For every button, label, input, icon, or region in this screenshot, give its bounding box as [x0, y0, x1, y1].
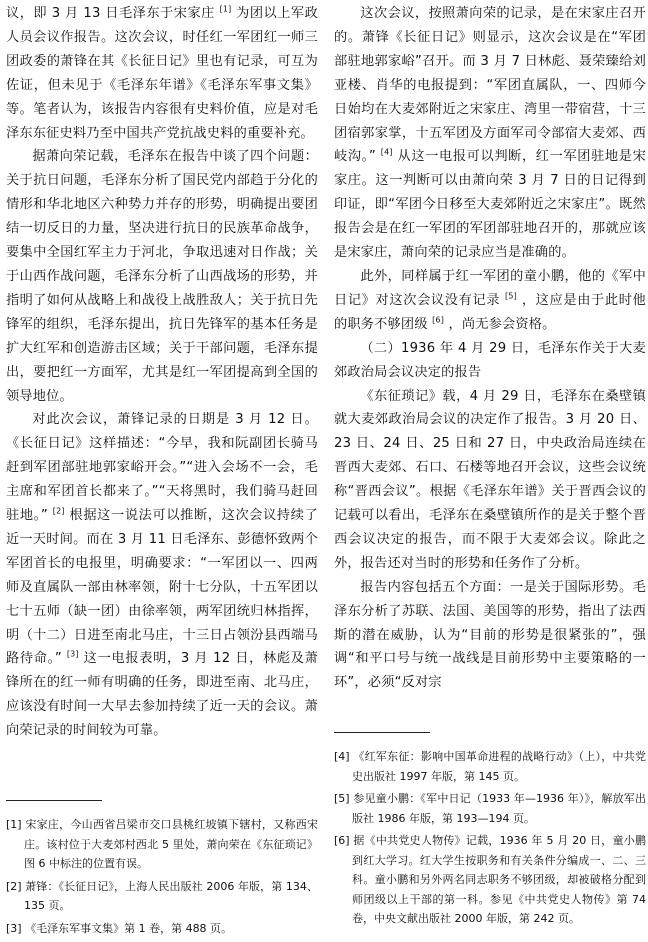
footnote-1: [1] 宋家庄，今山西省吕梁市交口县桃红坡镇下辖村，又称西宋庄。该村位于大麦郊村西北 5 里处，萧向荣在《东征琐记》图 6 中标注的位置有误。	[6, 818, 318, 870]
left-paragraph-1	[6, 2, 318, 145]
right-column	[334, 2, 646, 695]
paragraph-text: 议，即 3 月 13 日毛泽东于宋家庄	[6, 6, 220, 21]
footnote-rule-right	[334, 732, 430, 733]
paragraph-text: 报告内容包括五个方面：一是关于国际形势。毛泽东分析了苏联、法国、美国等的形势，指出了法西斯的潜在威胁，认为“目前的形势是很紧张的”，强调“和平口号与统一战线是目前形势中主要策略的一环”，必须“反对宗	[334, 579, 646, 691]
footnote-rule	[6, 800, 102, 801]
paragraph-text: 据萧向荣记载，毛泽东在报告中谈了四个问题：关于抗日问题，毛泽东分析了国民党内部趋于分化的情形和华北地区六种势力并存的形势，明确提出要团结一切反日的力量，坚决进行抗日的民族革命战争，要集中全国红军主力于河北，争取迅速对日作战；关于山西作战问题，毛泽东分析了山西战场的形势，并指明了如何从战略上和战役上战胜敌人；关于抗日先锋军的组织，毛泽东提出，抗日先锋军的基本任务是扩大红军和创造游击区域；关于干部问题，毛泽东提出，要把红一方面军，尤其是红一军团提高到全国的领导地位。	[6, 149, 318, 404]
footnotes-left	[6, 800, 318, 941]
paragraph-text: ，尚无参会资格。	[444, 316, 556, 332]
paragraph-text: 此外，同样属于红一军团的童小鹏，他的《军中日记》对这次会议没有记录	[334, 268, 646, 308]
citation-mark: [4]	[380, 148, 393, 158]
paragraph-text: ，这应是由于此时他的职务不够团级	[334, 292, 646, 332]
right-paragraph-5	[334, 576, 646, 696]
citation-mark: [3]	[66, 650, 79, 660]
right-paragraph-1	[334, 2, 646, 265]
paragraph-text: （二）1936 年 4 月 29 日，毛泽东作关于大麦郊政治局会议决定的报告	[334, 340, 646, 380]
paragraph-text: 这次会议，按照萧向荣的记录，是在宋家庄召开的。萧锋《长征日记》则显示，这次会议是在“军团部驻地郭家峪”召开。而 3 月 7 日林彪、聂荣臻给刘亚楼、肖华的电报提到：“军团直属队，一、四师今日始均在大麦郊附近之宋家庄、湾里一带宿营，十三团宿郭家掌，十五军团及方面军司令部宿大麦郊、西岐沟。”	[334, 6, 646, 165]
footnotes-right	[334, 732, 646, 932]
citation-mark: [2]	[52, 506, 65, 516]
right-paragraph-2	[334, 265, 646, 337]
paragraph-text: 对此次会议，萧锋记录的日期是 3 月 12 日。《长征日记》这样描述：“今早，我和阮副团长骑马赶到军团部驻地郭家峪开会。”“进入会场不一会，毛主席和军团首长都来了。”“天将黑时，我们骑马赶回驻地。”	[6, 412, 318, 524]
paragraph-text: 根据这一说法可以推断，这次会议持续了近一天时间。而在 3 月 11 日毛泽东、彭德怀致两个军团首长的电报里，明确要求：“一军团以一、四两师及直属队一部由林率领，附十七分队，十五军团以七十五师（缺一团）由徐率领，两军团统归林指挥，明（十二）日进至南北马庄，十三日占领汾县西端马路待命。”	[6, 508, 318, 667]
footnote-4: [4] 《红军东征：影响中国革命进程的战略行动》（上），中共党史出版社 1997 年版，第 145 页。	[334, 750, 646, 783]
citation-mark: [5]	[505, 291, 517, 301]
left-paragraph-3	[6, 408, 318, 743]
footnote-2: [2] 萧锋：《长征日记》，上海人民出版社 2006 年版，第 134、135 页。	[6, 879, 318, 912]
left-column	[6, 2, 318, 743]
footnote-6: [6] 据《中共党史人物传》记载，1936 年 5 月 20 日，童小鹏到红大学习。红大学生按职务和有关条件分编成一、二、三科。童小鹏和另外两名同志职务不够团级，却被破格分配到师团级以上干部的第一科。参见《中共党史人物传》第 74 卷，中央文献出版社 2000 年版，第 242 页。	[334, 834, 646, 925]
paragraph-text: 这一电报表明，3 月 12 日，林彪及萧锋所在的红一师有明确的任务，即进至南、北马庄，应该没有时间一大早去参加持续了近一天的会议。萧向荣记录的时间较为可靠。	[6, 651, 318, 739]
citation-mark: [6]	[432, 315, 445, 325]
right-paragraph-4	[334, 385, 646, 576]
right-section-heading	[334, 337, 646, 385]
citation-mark: [1]	[219, 4, 232, 14]
paragraph-text: 从这一电报可以判断，红一军团驻地是宋家庄。这一判断可以由萧向荣 3 月 7 日的日记得到印证，即“军团今日移至大麦郊附近之宋家庄”。既然报告会是在红一军团的军团部驻地召开的，那就应该是宋家庄，萧向荣的记录应当是准确的。	[334, 149, 646, 261]
footnote-3: [3] 《毛泽东军事文集》第 1 卷，第 488 页。	[6, 921, 233, 935]
paragraph-text: 为团以上军政人员会议作报告。这次会议，时任红一军团红一师三团政委的萧锋在其《长征日记》里也有记录，可互为佐证，但未见于《毛泽东年谱》《毛泽东军事文集》等。笔者认为，该报告内容很有史料价值，应是对毛泽东东征史料乃至中国共产党抗战史料的重要补充。	[6, 6, 318, 141]
left-paragraph-2	[6, 145, 318, 408]
paragraph-text: 《东征琐记》载，4 月 29 日，毛泽东在桑壁镇就大麦郊政治局会议的决定作了报告。3 月 20 日、23 日、24 日、25 日和 27 日，中央政治局连续在晋西大麦郊、石口、石楼等地召开会议，这些会议统称“晋西会议”。根据《毛泽东年谱》关于晋西会议的记载可以看出，毛泽东在桑壁镇所作的是关于整个晋西会议决定的报告，而不限于大麦郊会议。除此之外，报告还对当时的形势和任务作了分析。	[334, 388, 646, 571]
footnote-5: [5] 参见童小鹏：《军中日记（1933 年—1936 年）》，解放军出版社 1986 年版，第 193—194 页。	[334, 792, 646, 825]
